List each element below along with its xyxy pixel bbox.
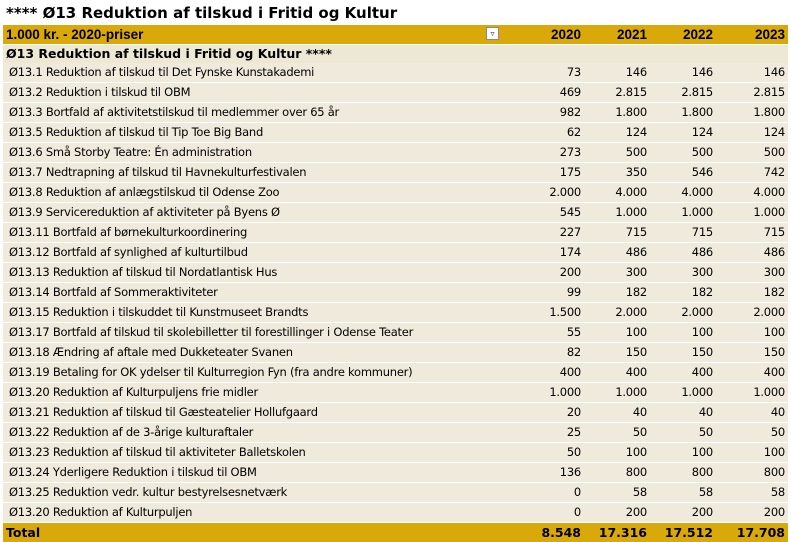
table-row-label[interactable]: Ø13.24 Yderligere Reduktion i tilskud til OBM bbox=[3, 463, 502, 483]
table-row-value[interactable]: 1.800 bbox=[584, 103, 650, 123]
table-row-value[interactable]: 50 bbox=[650, 423, 716, 443]
table-row-value[interactable]: 55 bbox=[502, 323, 584, 343]
table-row-value[interactable]: 150 bbox=[716, 343, 788, 363]
table-row-value[interactable]: 800 bbox=[584, 463, 650, 483]
total-row-value[interactable]: 8.548 bbox=[502, 523, 584, 542]
table-row bbox=[3, 223, 788, 243]
section-label: Ø13 Reduktion af tilskud i Fritid og Kultur **** bbox=[3, 45, 502, 64]
header-label: 1.000 kr. - 2020-priser bbox=[6, 27, 143, 42]
table-row bbox=[3, 263, 788, 283]
table-row bbox=[3, 383, 788, 403]
table-row bbox=[3, 483, 788, 503]
year-header-2020[interactable]: 2020 bbox=[502, 25, 584, 45]
table-row-label[interactable]: Ø13.2 Reduktion i tilskud til OBM bbox=[3, 83, 502, 103]
table-row bbox=[3, 363, 788, 383]
table-row-value[interactable]: 0 bbox=[502, 503, 584, 523]
table-row-value[interactable]: 1.000 bbox=[584, 203, 650, 223]
table-row bbox=[3, 83, 788, 103]
section-cell bbox=[502, 45, 584, 64]
table-row-value[interactable]: 500 bbox=[584, 143, 650, 163]
table-row bbox=[3, 343, 788, 363]
table-row-value[interactable]: 175 bbox=[502, 163, 584, 183]
table-row-value[interactable]: 715 bbox=[716, 223, 788, 243]
table-row bbox=[3, 63, 788, 83]
table-row-value[interactable]: 800 bbox=[716, 463, 788, 483]
table-row-value[interactable]: 58 bbox=[584, 483, 650, 503]
table-row bbox=[3, 283, 788, 303]
table-row-value[interactable]: 273 bbox=[502, 143, 584, 163]
table-row-value[interactable]: 146 bbox=[716, 63, 788, 83]
year-header-2022[interactable]: 2022 bbox=[650, 25, 716, 45]
table-row-value[interactable]: 100 bbox=[584, 323, 650, 343]
table-row-value[interactable]: 1.000 bbox=[716, 203, 788, 223]
table-row-value[interactable]: 100 bbox=[650, 443, 716, 463]
table-row-value[interactable]: 58 bbox=[650, 483, 716, 503]
table-row-value[interactable]: 2.000 bbox=[584, 303, 650, 323]
table-row-label[interactable]: Ø13.20 Reduktion af Kulturpuljens frie midler bbox=[3, 383, 502, 403]
table-row-value[interactable]: 500 bbox=[716, 143, 788, 163]
table-row-value[interactable]: 200 bbox=[502, 263, 584, 283]
table-row-value[interactable]: 150 bbox=[584, 343, 650, 363]
table-row-value[interactable]: 2.815 bbox=[584, 83, 650, 103]
total-row-value[interactable]: 17.708 bbox=[716, 523, 788, 542]
table-row-value[interactable]: 715 bbox=[650, 223, 716, 243]
table-row-value[interactable]: 150 bbox=[650, 343, 716, 363]
table-row-value[interactable]: 99 bbox=[502, 283, 584, 303]
table-row-value[interactable]: 200 bbox=[584, 503, 650, 523]
table-row-value[interactable]: 4.000 bbox=[650, 183, 716, 203]
table-row bbox=[3, 103, 788, 123]
header-row bbox=[3, 25, 788, 45]
table-row-label[interactable]: Ø13.15 Reduktion i tilskuddet til Kunstmuseet Brandts bbox=[3, 303, 502, 323]
table-row-value[interactable]: 400 bbox=[502, 363, 584, 383]
table-row-value[interactable]: 1.000 bbox=[716, 383, 788, 403]
table-row-label[interactable]: Ø13.13 Reduktion af tilskud til Nordatlantisk Hus bbox=[3, 263, 502, 283]
table-row-value[interactable]: 1.000 bbox=[584, 383, 650, 403]
total-row-value[interactable]: 17.316 bbox=[584, 523, 650, 542]
table-row-value[interactable]: 100 bbox=[584, 443, 650, 463]
table-row-value[interactable]: 469 bbox=[502, 83, 584, 103]
table-row-value[interactable]: 546 bbox=[650, 163, 716, 183]
table-row-value[interactable]: 182 bbox=[584, 283, 650, 303]
table-row-label[interactable]: Ø13.7 Nedtrapning af tilskud til Havnekulturfestivalen bbox=[3, 163, 502, 183]
section-cell bbox=[650, 45, 716, 64]
table-row-value[interactable]: 100 bbox=[650, 323, 716, 343]
year-header-2021[interactable]: 2021 bbox=[584, 25, 650, 45]
table-row-value[interactable]: 73 bbox=[502, 63, 584, 83]
table-row-value[interactable]: 25 bbox=[502, 423, 584, 443]
sheet-title: **** Ø13 Reduktion af tilskud i Fritid og Kultur bbox=[6, 2, 397, 24]
table-row-value[interactable]: 350 bbox=[584, 163, 650, 183]
table-row bbox=[3, 143, 788, 163]
table-row-value[interactable]: 82 bbox=[502, 343, 584, 363]
table-row bbox=[3, 203, 788, 223]
table-row-label[interactable]: Ø13.1 Reduktion af tilskud til Det Fynske Kunstakademi bbox=[3, 63, 502, 83]
table-row-value[interactable]: 40 bbox=[650, 403, 716, 423]
table-row-value[interactable]: 1.000 bbox=[650, 383, 716, 403]
table-row-value[interactable]: 124 bbox=[650, 123, 716, 143]
table-row bbox=[3, 123, 788, 143]
table-row-value[interactable]: 40 bbox=[584, 403, 650, 423]
table-row-value[interactable]: 742 bbox=[716, 163, 788, 183]
total-row bbox=[3, 523, 788, 542]
table-row-label[interactable]: Ø13.14 Bortfald af Sommeraktiviteter bbox=[3, 283, 502, 303]
table-row-label[interactable]: Ø13.9 Servicereduktion af aktiviteter på Byens Ø bbox=[3, 203, 502, 223]
table-row-value[interactable]: 174 bbox=[502, 243, 584, 263]
total-row-label[interactable]: Total bbox=[3, 523, 502, 542]
table-row-value[interactable]: 500 bbox=[650, 143, 716, 163]
table-row-value[interactable]: 400 bbox=[716, 363, 788, 383]
table-row-value[interactable]: 4.000 bbox=[716, 183, 788, 203]
table-row-value[interactable]: 1.800 bbox=[650, 103, 716, 123]
table-row bbox=[3, 463, 788, 483]
table-row-value[interactable]: 486 bbox=[716, 243, 788, 263]
table-row-value[interactable]: 100 bbox=[716, 443, 788, 463]
table-row-value[interactable]: 486 bbox=[650, 243, 716, 263]
table-row bbox=[3, 243, 788, 263]
table-row-label[interactable]: Ø13.20 Reduktion af Kulturpuljen bbox=[3, 503, 502, 523]
table-row-value[interactable]: 50 bbox=[716, 423, 788, 443]
table-row-label[interactable]: Ø13.11 Bortfald af børnekulturkoordinering bbox=[3, 223, 502, 243]
table-row-value[interactable]: 200 bbox=[716, 503, 788, 523]
filter-icon[interactable]: ▿ bbox=[486, 27, 499, 40]
table-row-value[interactable]: 982 bbox=[502, 103, 584, 123]
table-row-value[interactable]: 800 bbox=[650, 463, 716, 483]
table-row-label[interactable]: Ø13.17 Bortfald af tilskud til skolebilletter til forestillinger i Odense Teater bbox=[3, 323, 502, 343]
table-row bbox=[3, 423, 788, 443]
table-row-value[interactable]: 1.800 bbox=[716, 103, 788, 123]
table-row-value[interactable]: 486 bbox=[584, 243, 650, 263]
table-row-value[interactable]: 545 bbox=[502, 203, 584, 223]
section-cell bbox=[716, 45, 788, 64]
table-row bbox=[3, 323, 788, 343]
table-row-value[interactable]: 300 bbox=[716, 263, 788, 283]
table-row-value[interactable]: 124 bbox=[716, 123, 788, 143]
total-row-value[interactable]: 17.512 bbox=[650, 523, 716, 542]
table-row-value[interactable]: 100 bbox=[716, 323, 788, 343]
table-row-label[interactable]: Ø13.23 Reduktion af tilskud til aktiviteter Balletskolen bbox=[3, 443, 502, 463]
table-row-value[interactable]: 50 bbox=[584, 423, 650, 443]
table-row bbox=[3, 503, 788, 523]
table-row-label[interactable]: Ø13.6 Små Storby Teatre: Én administration bbox=[3, 143, 502, 163]
header-label-cell bbox=[3, 25, 502, 45]
section-row bbox=[3, 45, 788, 64]
table-row bbox=[3, 443, 788, 463]
table-row-value[interactable]: 62 bbox=[502, 123, 584, 143]
table-row-value[interactable]: 300 bbox=[650, 263, 716, 283]
table-row-value[interactable]: 300 bbox=[584, 263, 650, 283]
table-row-value[interactable]: 1.000 bbox=[650, 203, 716, 223]
table-row-value[interactable]: 146 bbox=[584, 63, 650, 83]
table-row bbox=[3, 403, 788, 423]
table-row-value[interactable]: 182 bbox=[650, 283, 716, 303]
table-row-value[interactable]: 2.815 bbox=[716, 83, 788, 103]
table-row bbox=[3, 303, 788, 323]
table-row-label[interactable]: Ø13.18 Ændring af aftale med Dukketeater Svanen bbox=[3, 343, 502, 363]
table-row-value[interactable]: 124 bbox=[584, 123, 650, 143]
table-row-value[interactable]: 0 bbox=[502, 483, 584, 503]
table-row-label[interactable]: Ø13.19 Betaling for OK ydelser til Kulturregion Fyn (fra andre kommuner) bbox=[3, 363, 502, 383]
table-row-value[interactable]: 400 bbox=[584, 363, 650, 383]
table-row-value[interactable]: 200 bbox=[650, 503, 716, 523]
table-row-value[interactable]: 227 bbox=[502, 223, 584, 243]
table-row-value[interactable]: 146 bbox=[650, 63, 716, 83]
budget-table bbox=[3, 25, 788, 542]
table-row-value[interactable]: 2.815 bbox=[650, 83, 716, 103]
table-row-value[interactable]: 136 bbox=[502, 463, 584, 483]
table-row-label[interactable]: Ø13.25 Reduktion vedr. kultur bestyrelsesnetværk bbox=[3, 483, 502, 503]
table-row-value[interactable]: 715 bbox=[584, 223, 650, 243]
table-row-label[interactable]: Ø13.3 Bortfald af aktivitetstilskud til medlemmer over 65 år bbox=[3, 103, 502, 123]
table-row-value[interactable]: 4.000 bbox=[584, 183, 650, 203]
table-row-label[interactable]: Ø13.5 Reduktion af tilskud til Tip Toe Big Band bbox=[3, 123, 502, 143]
table-row-value[interactable]: 40 bbox=[716, 403, 788, 423]
year-header-2023[interactable]: 2023 bbox=[716, 25, 788, 45]
table-row-label[interactable]: Ø13.21 Reduktion af tilskud til Gæsteatelier Hollufgaard bbox=[3, 403, 502, 423]
table-row-label[interactable]: Ø13.12 Bortfald af synlighed af kulturtilbud bbox=[3, 243, 502, 263]
table-row-value[interactable]: 1.500 bbox=[502, 303, 584, 323]
table-row-value[interactable]: 2.000 bbox=[650, 303, 716, 323]
table-row bbox=[3, 183, 788, 203]
table-row bbox=[3, 163, 788, 183]
table-row-value[interactable]: 182 bbox=[716, 283, 788, 303]
table-row-value[interactable]: 20 bbox=[502, 403, 584, 423]
table-row-value[interactable]: 58 bbox=[716, 483, 788, 503]
table-row-value[interactable]: 50 bbox=[502, 443, 584, 463]
table-row-label[interactable]: Ø13.8 Reduktion af anlægstilskud til Odense Zoo bbox=[3, 183, 502, 203]
table-row-value[interactable]: 2.000 bbox=[716, 303, 788, 323]
section-cell bbox=[584, 45, 650, 64]
table-row-value[interactable]: 1.000 bbox=[502, 383, 584, 403]
table-row-value[interactable]: 400 bbox=[650, 363, 716, 383]
table-row-value[interactable]: 2.000 bbox=[502, 183, 584, 203]
table-row-label[interactable]: Ø13.22 Reduktion af de 3-årige kulturaftaler bbox=[3, 423, 502, 443]
